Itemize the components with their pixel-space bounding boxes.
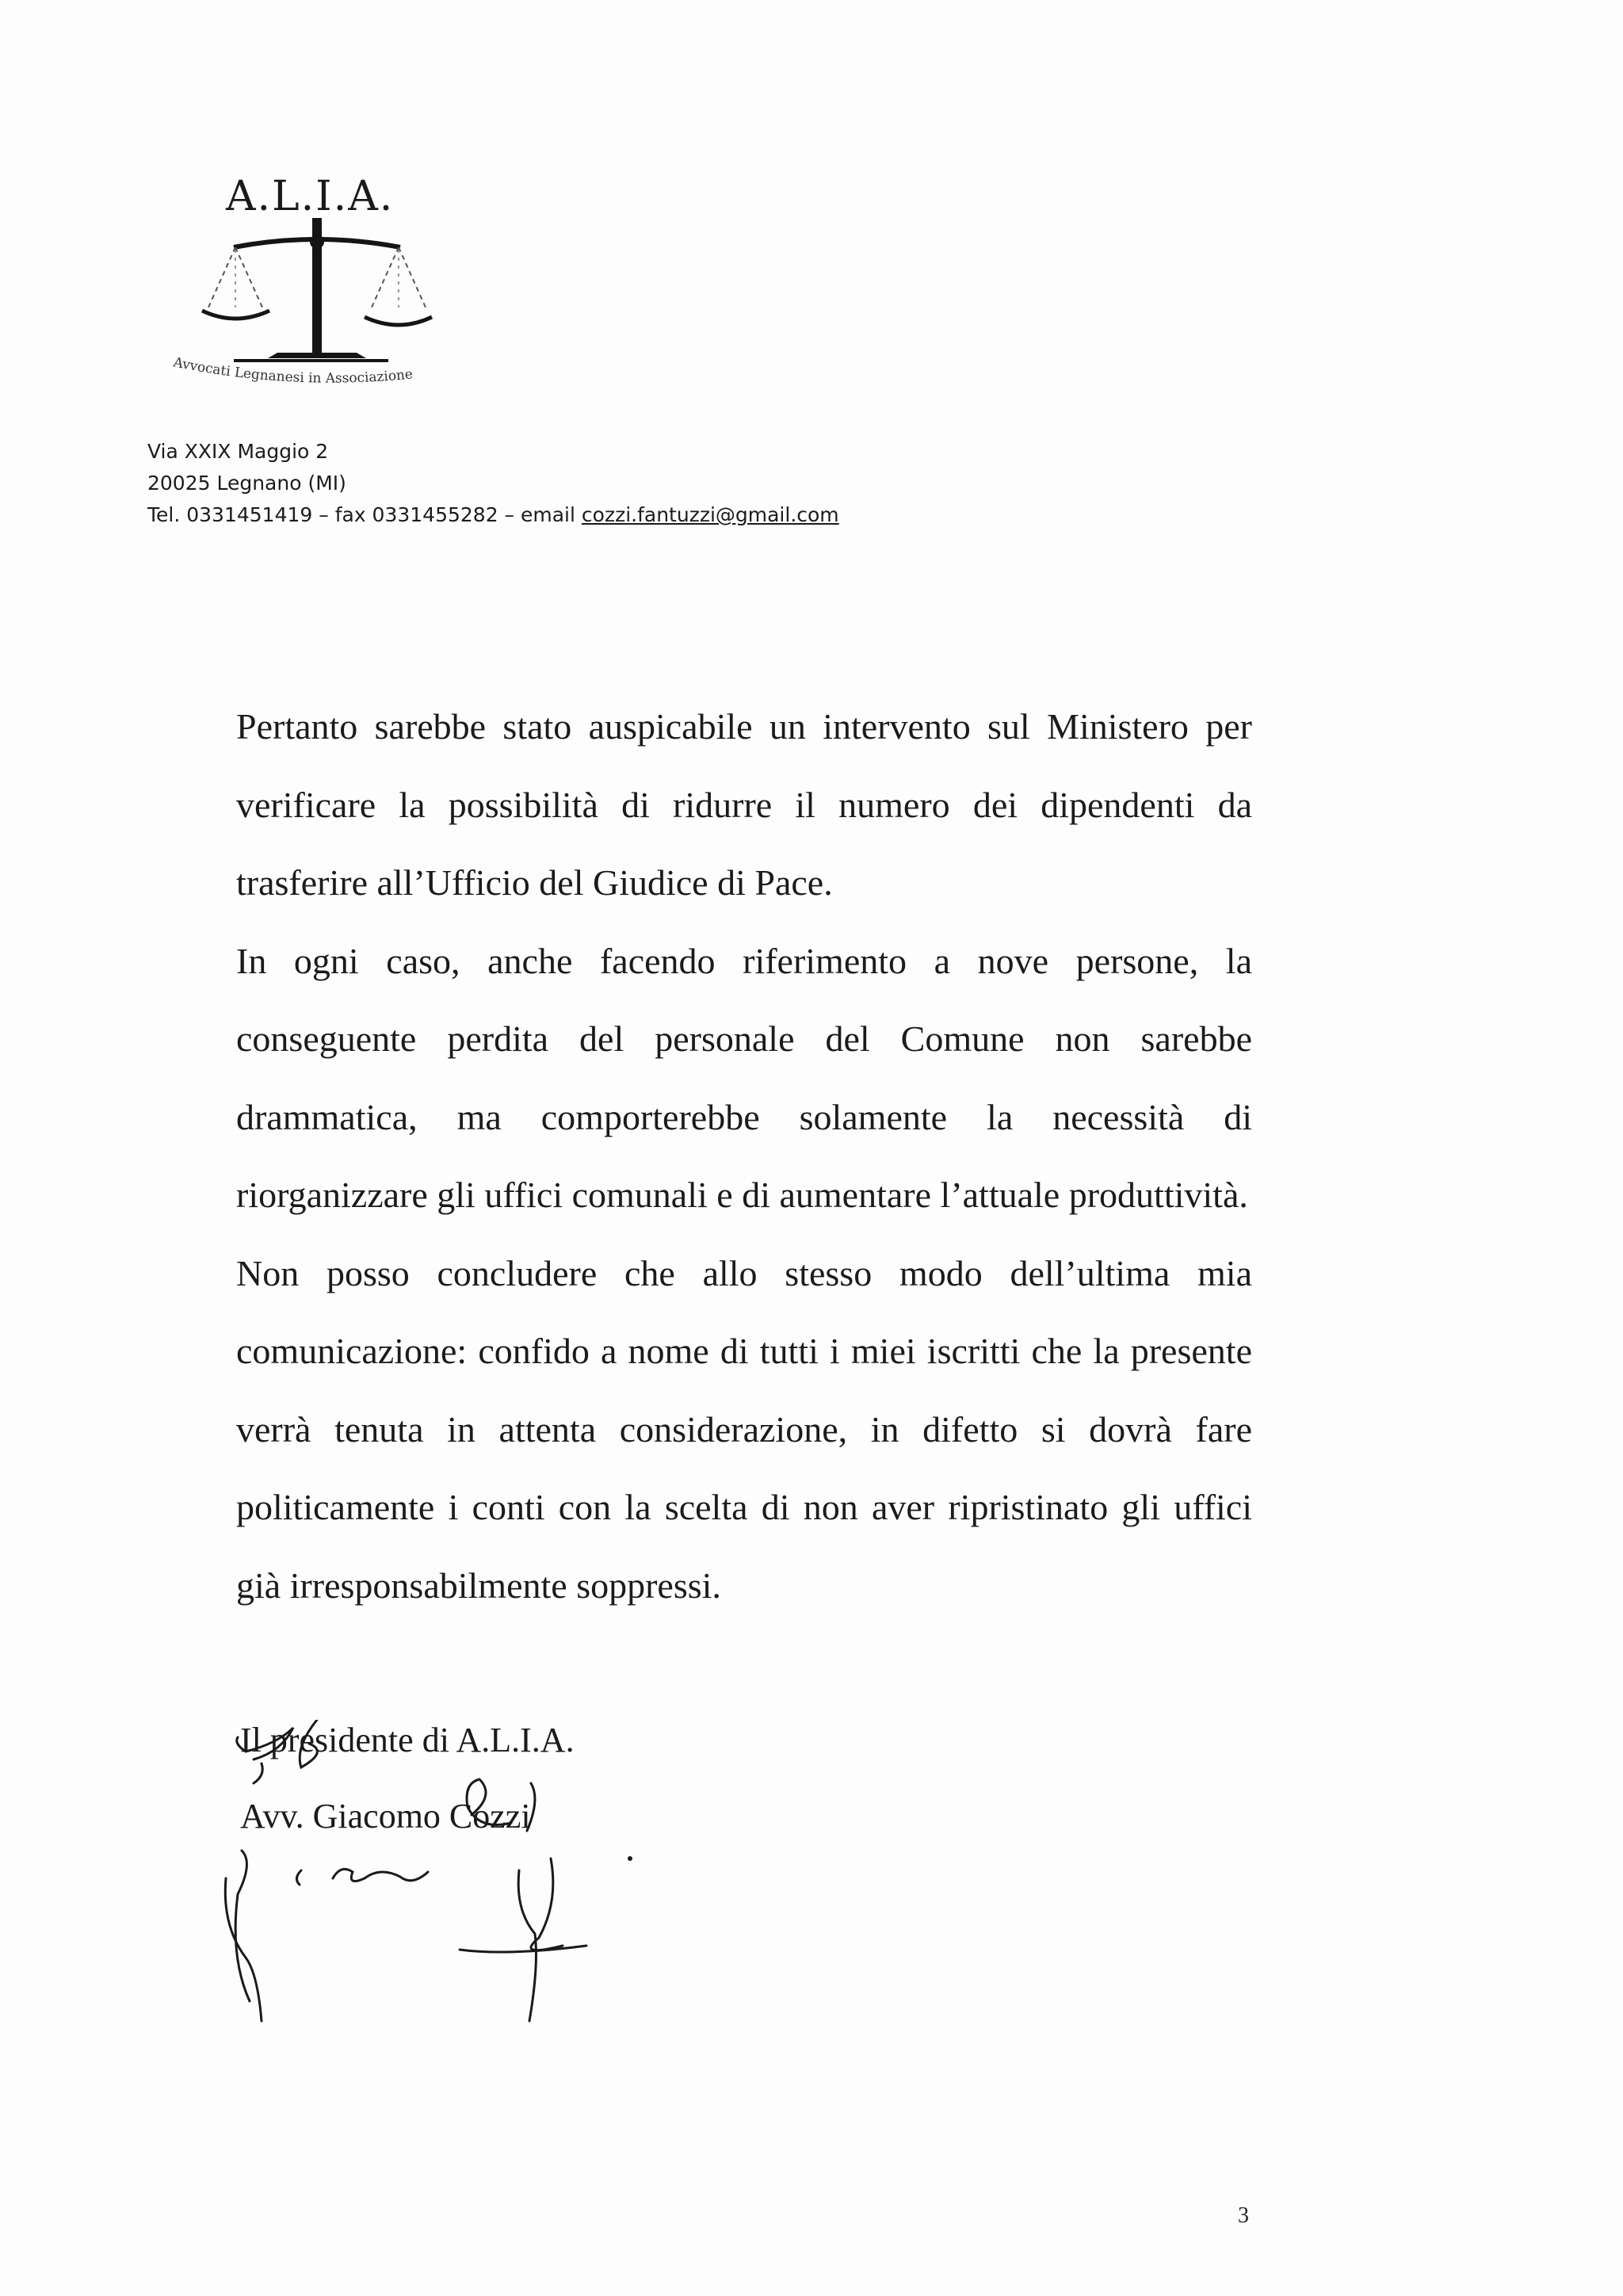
paragraph-1: Pertanto sarebbe stato auspicabile un intervento sul Ministero per verificare la possibilità di ridurre il numero dei dipendenti da trasferire all’Ufficio del Giudice di Pace. [236, 706, 1252, 903]
signature-title: Il presidente di A.L.I.A. [240, 1721, 575, 1759]
logo-mark: A.L.I.A. [226, 173, 395, 220]
signature-name: Avv. Giacomo Cozzi [240, 1797, 531, 1836]
paragraph-2: In ogni caso, anche facendo riferimento a nove persone, la conseguente perdita del personale del Comune non sarebbe drammatica, ma comporterebbe solamente la necessità di riorganizzare gli uffici comunali e di aumentare l’attuale produttività. [236, 940, 1252, 1215]
email-link[interactable]: cozzi.fantuzzi@gmail.com [581, 503, 839, 526]
handwritten-signature [206, 1720, 650, 2037]
address-line-1: Via XXIX Maggio 2 [147, 440, 329, 463]
page-number: 3 [1238, 2203, 1249, 2228]
paragraph-3: Non posso concludere che allo stesso modo dell’ultima mia comunicazione: confido a nome di tutti i miei iscritti che la presente verrà tenuta in attenta considerazione, in difetto si dovrà fare politicamente i conti con la scelta di non aver ripristinato gli uffici già irresponsabilmente soppressi. [236, 1252, 1252, 1606]
letterhead [147, 436, 839, 531]
address-line-2: 20025 Legnano (MI) [147, 472, 346, 495]
scales-of-justice-icon [158, 159, 475, 396]
contact-prefix: Tel. 0331451419 – fax 0331455282 – email [147, 503, 582, 526]
letter-body [236, 688, 1252, 1625]
alia-logo [158, 159, 475, 396]
contact-line [147, 499, 839, 531]
logo-motto: Avvocati Legnanesi in Associazione [172, 354, 414, 387]
